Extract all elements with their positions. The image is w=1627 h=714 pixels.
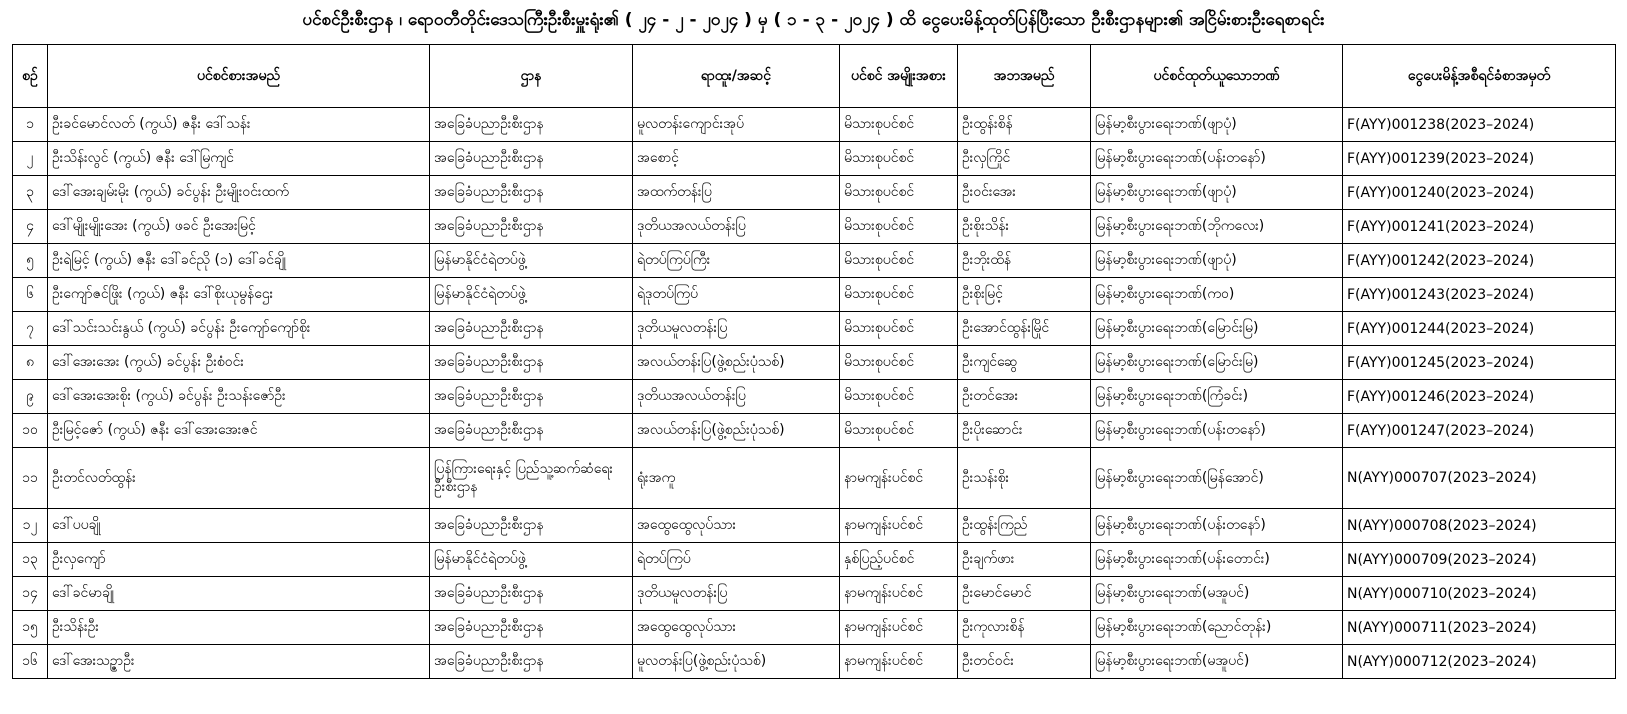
table-row bbox=[13, 278, 1616, 312]
cell-father: ဦးဘိုးထိန် bbox=[958, 244, 1091, 278]
cell-father: ဦးစိုးသိန်း bbox=[958, 210, 1091, 244]
cell-bank: မြန်မာ့စီးပွားရေးဘဏ်(ပန်းတနော်) bbox=[1091, 142, 1343, 176]
table-row bbox=[13, 543, 1616, 577]
cell-dept: အခြေခံပညာဦးစီးဌာန bbox=[430, 577, 633, 611]
cell-name: ဦးရဲမြင့် (ကွယ်) ဇနီး ဒေါ်ခင်ညို (၁) ဒေါ်ခင်ချို bbox=[48, 244, 430, 278]
cell-reg: N(AYY)000711(2023–2024) bbox=[1343, 611, 1616, 645]
cell-bank: မြန်မာ့စီးပွားရေးဘဏ်(ကဝ) bbox=[1091, 278, 1343, 312]
cell-father: ဦးချက်ဖား bbox=[958, 543, 1091, 577]
cell-reg: N(AYY)000707(2023–2024) bbox=[1343, 448, 1616, 509]
cell-dept: မြန်မာနိုင်ငံရဲတပ်ဖွဲ့ bbox=[430, 244, 633, 278]
cell-name: ဦးသိန်းဦး bbox=[48, 611, 430, 645]
cell-reg: F(AYY)001246(2023–2024) bbox=[1343, 380, 1616, 414]
cell-name: ဦးလှကျော် bbox=[48, 543, 430, 577]
header-type: ပင်စင် အမျိုးအစား bbox=[840, 45, 958, 108]
cell-type: မိသားစုပင်စင် bbox=[840, 108, 958, 142]
cell-bank: မြန်မာ့စီးပွားရေးဘဏ်(မအူပင်) bbox=[1091, 577, 1343, 611]
cell-reg: F(AYY)001244(2023–2024) bbox=[1343, 312, 1616, 346]
cell-no: ၄ bbox=[13, 210, 48, 244]
cell-type: နှစ်ပြည့်ပင်စင် bbox=[840, 543, 958, 577]
cell-reg: N(AYY)000712(2023–2024) bbox=[1343, 645, 1616, 679]
cell-dept: မြန်မာနိုင်ငံရဲတပ်ဖွဲ့ bbox=[430, 543, 633, 577]
document-title: ပင်စင်ဦးစီးဌာန ၊ ရောဝတီတိုင်းဒေသကြီးဦးစီးမှူးရုံး၏ ( ၂၄ - ၂ - ၂၀၂၄ ) မှ ( ၁ - ၃ - ၂၀၂၄ ) ထိ ငွေပေးမိန့်ထုတ်ပြန်ပြီးသော ဦးစီးဌာနများ၏ အငြိမ်းစားဦးရေစာရင်း bbox=[302, 10, 1325, 30]
cell-rank: အစောင့် bbox=[633, 142, 840, 176]
cell-father: ဦးတင်ဝင်း bbox=[958, 645, 1091, 679]
cell-no: ၁၆ bbox=[13, 645, 48, 679]
cell-rank: ဒုတိယမူလတန်းပြ bbox=[633, 312, 840, 346]
table-row bbox=[13, 142, 1616, 176]
cell-reg: F(AYY)001239(2023–2024) bbox=[1343, 142, 1616, 176]
header-bank: ပင်စင်ထုတ်ယူသောဘဏ် bbox=[1091, 45, 1343, 108]
cell-name: ဒေါ်မျိုးမျိုးအေး (ကွယ်) ဖခင် ဦးအေးမြင့် bbox=[48, 210, 430, 244]
table-row bbox=[13, 108, 1616, 142]
cell-name: ဒေါ်အေးအေးစိုး (ကွယ်) ခင်ပွန်း ဦးသန်းဇော်ဦး bbox=[48, 380, 430, 414]
cell-name: ဒေါ်သင်းသင်းနွယ် (ကွယ်) ခင်ပွန်း ဦးကျော်ကျော်စိုး bbox=[48, 312, 430, 346]
cell-bank: မြန်မာ့စီးပွားရေးဘဏ်(ကြံခင်း) bbox=[1091, 380, 1343, 414]
cell-no: ၂ bbox=[13, 142, 48, 176]
cell-father: ဦးကုလားစိန် bbox=[958, 611, 1091, 645]
cell-bank: မြန်မာ့စီးပွားရေးဘဏ်(ဖျာပုံ) bbox=[1091, 244, 1343, 278]
cell-no: ၁၀ bbox=[13, 414, 48, 448]
cell-dept: အခြေခံပညာဦးစီးဌာန bbox=[430, 346, 633, 380]
cell-reg: F(AYY)001241(2023–2024) bbox=[1343, 210, 1616, 244]
table-row bbox=[13, 577, 1616, 611]
table-row bbox=[13, 414, 1616, 448]
cell-type: နာမကျန်းပင်စင် bbox=[840, 645, 958, 679]
cell-rank: အလယ်တန်းပြ(ဖွဲ့စည်းပုံသစ်) bbox=[633, 414, 840, 448]
cell-bank: မြန်မာ့စီးပွားရေးဘဏ်(ဖျာပုံ) bbox=[1091, 176, 1343, 210]
header-father: အဘအမည် bbox=[958, 45, 1091, 108]
cell-reg: F(AYY)001240(2023–2024) bbox=[1343, 176, 1616, 210]
cell-dept: အခြေခံပညာဦးစီးဌာန bbox=[430, 380, 633, 414]
cell-name: ဦးမြင့်ဇော် (ကွယ်) ဇနီး ဒေါ်အေးအေးဇင် bbox=[48, 414, 430, 448]
cell-father: ဦးတင်အေး bbox=[958, 380, 1091, 414]
cell-father: ဦးလှကြိုင် bbox=[958, 142, 1091, 176]
table-row bbox=[13, 509, 1616, 543]
table-row bbox=[13, 210, 1616, 244]
cell-name: ဒေါ်ခင်မာချို bbox=[48, 577, 430, 611]
table-row bbox=[13, 448, 1616, 509]
cell-father: ဦးမောင်မောင် bbox=[958, 577, 1091, 611]
cell-name: ဦးတင်လတ်ထွန်း bbox=[48, 448, 430, 509]
cell-dept: အခြေခံပညာဦးစီးဌာန bbox=[430, 210, 633, 244]
cell-rank: ဒုတိယအလယ်တန်းပြ bbox=[633, 380, 840, 414]
cell-rank: မူလတန်းကျောင်းအုပ် bbox=[633, 108, 840, 142]
table-row bbox=[13, 645, 1616, 679]
cell-reg: N(AYY)000708(2023–2024) bbox=[1343, 509, 1616, 543]
cell-no: ၈ bbox=[13, 346, 48, 380]
cell-rank: မူလတန်းပြ(ဖွဲ့စည်းပုံသစ်) bbox=[633, 645, 840, 679]
cell-type: မိသားစုပင်စင် bbox=[840, 210, 958, 244]
header-dept: ဌာန bbox=[430, 45, 633, 108]
cell-bank: မြန်မာ့စီးပွားရေးဘဏ်(ဘိုကလေး) bbox=[1091, 210, 1343, 244]
cell-no: ၃ bbox=[13, 176, 48, 210]
cell-no: ၇ bbox=[13, 312, 48, 346]
cell-name: ဦးသိန်းလွင် (ကွယ်) ဇနီး ဒေါ်မြကျင် bbox=[48, 142, 430, 176]
cell-no: ၆ bbox=[13, 278, 48, 312]
cell-rank: အလယ်တန်းပြ(ဖွဲ့စည်းပုံသစ်) bbox=[633, 346, 840, 380]
cell-father: ဦးစိုးမြင့် bbox=[958, 278, 1091, 312]
cell-dept: အခြေခံပညာဦးစီးဌာန bbox=[430, 645, 633, 679]
cell-name: ဦးကျော်ဇင်ဖြိုး (ကွယ်) ဇနီး ဒေါ်စိုးယုမွန်ဌေး bbox=[48, 278, 430, 312]
cell-bank: မြန်မာ့စီးပွားရေးဘဏ်(မြန်အောင်) bbox=[1091, 448, 1343, 509]
cell-type: နာမကျန်းပင်စင် bbox=[840, 448, 958, 509]
cell-name: ဒေါ်အေးချမ်းမိုး (ကွယ်) ခင်ပွန်း ဦးမျိုးဝင်းထက် bbox=[48, 176, 430, 210]
cell-father: ဦးပိုးဆောင်း bbox=[958, 414, 1091, 448]
cell-bank: မြန်မာ့စီးပွားရေးဘဏ်(မြောင်းမြ) bbox=[1091, 312, 1343, 346]
cell-rank: ရဲတပ်ကြပ် bbox=[633, 543, 840, 577]
header-reg: ငွေပေးမိန့်အစီရင်ခံစာအမှတ် bbox=[1343, 45, 1616, 108]
cell-reg: F(AYY)001238(2023–2024) bbox=[1343, 108, 1616, 142]
cell-type: နာမကျန်းပင်စင် bbox=[840, 611, 958, 645]
header-no: စဉ် bbox=[13, 45, 48, 108]
cell-bank: မြန်မာ့စီးပွားရေးဘဏ်(ပန်းတောင်း) bbox=[1091, 543, 1343, 577]
cell-bank: မြန်မာ့စီးပွားရေးဘဏ်(မြောင်းမြ) bbox=[1091, 346, 1343, 380]
cell-type: မိသားစုပင်စင် bbox=[840, 312, 958, 346]
cell-no: ၁၄ bbox=[13, 577, 48, 611]
cell-reg: F(AYY)001245(2023–2024) bbox=[1343, 346, 1616, 380]
cell-father: ဦးဝင်းအေး bbox=[958, 176, 1091, 210]
table-row bbox=[13, 346, 1616, 380]
cell-dept: ပြန်ကြားရေးနှင့် ပြည်သူ့ဆက်ဆံရေးဦးစီးဌာန bbox=[430, 448, 633, 509]
cell-type: မိသားစုပင်စင် bbox=[840, 380, 958, 414]
cell-type: နာမကျန်းပင်စင် bbox=[840, 577, 958, 611]
cell-dept: အခြေခံပညာဦးစီးဌာန bbox=[430, 108, 633, 142]
cell-rank: ဒုတိယအလယ်တန်းပြ bbox=[633, 210, 840, 244]
cell-reg: N(AYY)000709(2023–2024) bbox=[1343, 543, 1616, 577]
cell-dept: အခြေခံပညာဦးစီးဌာန bbox=[430, 176, 633, 210]
cell-no: ၅ bbox=[13, 244, 48, 278]
cell-bank: မြန်မာ့စီးပွားရေးဘဏ်(ပန်းတနော်) bbox=[1091, 509, 1343, 543]
pensioner-table bbox=[12, 44, 1616, 679]
cell-bank: မြန်မာ့စီးပွားရေးဘဏ်(ပန်းတနော်) bbox=[1091, 414, 1343, 448]
cell-name: ဒေါ်အေးအေး (ကွယ်) ခင်ပွန်း ဦးစံဝင်း bbox=[48, 346, 430, 380]
cell-reg: F(AYY)001247(2023–2024) bbox=[1343, 414, 1616, 448]
cell-no: ၁၅ bbox=[13, 611, 48, 645]
cell-father: ဦးအောင်ထွန်းမြိုင် bbox=[958, 312, 1091, 346]
cell-no: ၁ bbox=[13, 108, 48, 142]
cell-bank: မြန်မာ့စီးပွားရေးဘဏ်(ဖျာပုံ) bbox=[1091, 108, 1343, 142]
cell-father: ဦးကျင်ဆွေ bbox=[958, 346, 1091, 380]
cell-rank: ရဲတပ်ကြပ်ကြီး bbox=[633, 244, 840, 278]
cell-reg: F(AYY)001243(2023–2024) bbox=[1343, 278, 1616, 312]
cell-no: ၁၃ bbox=[13, 543, 48, 577]
table-row bbox=[13, 244, 1616, 278]
cell-type: မိသားစုပင်စင် bbox=[840, 346, 958, 380]
table-row bbox=[13, 380, 1616, 414]
header-rank: ရာထူး/အဆင့် bbox=[633, 45, 840, 108]
cell-name: ဒေါ်အေးသဉ္ဇာဦး bbox=[48, 645, 430, 679]
cell-reg: F(AYY)001242(2023–2024) bbox=[1343, 244, 1616, 278]
cell-father: ဦးသန်းစိုး bbox=[958, 448, 1091, 509]
cell-reg: N(AYY)000710(2023–2024) bbox=[1343, 577, 1616, 611]
table-row bbox=[13, 176, 1616, 210]
cell-type: မိသားစုပင်စင် bbox=[840, 278, 958, 312]
cell-type: မိသားစုပင်စင် bbox=[840, 176, 958, 210]
cell-rank: ဒုတိယမူလတန်းပြ bbox=[633, 577, 840, 611]
cell-dept: အခြေခံပညာဦးစီးဌာန bbox=[430, 312, 633, 346]
cell-name: ဦးခင်မောင်လတ် (ကွယ်) ဇနီး ဒေါ်သန်း bbox=[48, 108, 430, 142]
cell-dept: အခြေခံပညာဦးစီးဌာန bbox=[430, 142, 633, 176]
cell-type: မိသားစုပင်စင် bbox=[840, 244, 958, 278]
cell-rank: ရဲဒုတပ်ကြပ် bbox=[633, 278, 840, 312]
table-header-row bbox=[13, 45, 1616, 108]
cell-rank: ရုံးအကူ bbox=[633, 448, 840, 509]
cell-name: ဒေါ်ပပချို bbox=[48, 509, 430, 543]
cell-rank: အထက်တန်းပြ bbox=[633, 176, 840, 210]
cell-rank: အထွေထွေလုပ်သား bbox=[633, 509, 840, 543]
cell-bank: မြန်မာ့စီးပွားရေးဘဏ်(ညောင်တုန်း) bbox=[1091, 611, 1343, 645]
cell-dept: အခြေခံပညာဦးစီးဌာန bbox=[430, 414, 633, 448]
header-name: ပင်စင်စားအမည် bbox=[48, 45, 430, 108]
cell-father: ဦးထွန်းကြည် bbox=[958, 509, 1091, 543]
cell-type: မိသားစုပင်စင် bbox=[840, 142, 958, 176]
cell-dept: မြန်မာနိုင်ငံရဲတပ်ဖွဲ့ bbox=[430, 278, 633, 312]
cell-no: ၉ bbox=[13, 380, 48, 414]
cell-no: ၁၂ bbox=[13, 509, 48, 543]
cell-rank: အထွေထွေလုပ်သား bbox=[633, 611, 840, 645]
table-row bbox=[13, 611, 1616, 645]
cell-bank: မြန်မာ့စီးပွားရေးဘဏ်(မအူပင်) bbox=[1091, 645, 1343, 679]
cell-dept: အခြေခံပညာဦးစီးဌာန bbox=[430, 509, 633, 543]
cell-dept: အခြေခံပညာဦးစီးဌာန bbox=[430, 611, 633, 645]
cell-father: ဦးထွန်းစိန် bbox=[958, 108, 1091, 142]
table-row bbox=[13, 312, 1616, 346]
cell-type: နာမကျန်းပင်စင် bbox=[840, 509, 958, 543]
cell-type: မိသားစုပင်စင် bbox=[840, 414, 958, 448]
cell-no: ၁၁ bbox=[13, 448, 48, 509]
